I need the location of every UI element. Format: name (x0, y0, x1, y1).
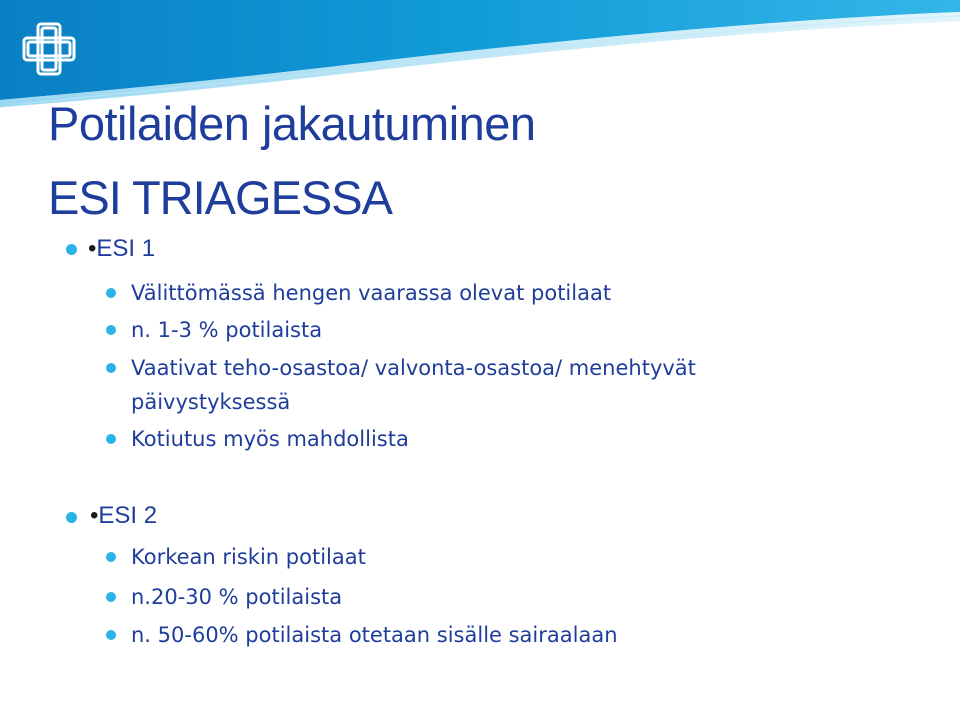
bullet-dot-icon (106, 325, 116, 335)
bullet-dot-icon (106, 434, 116, 444)
bullet-dot-icon (106, 288, 116, 298)
list-item-continuation: päivystyksessä (131, 390, 291, 414)
list-item: Välittömässä hengen vaarassa olevat potilaat (131, 281, 612, 305)
bullet-dot-icon (106, 592, 116, 602)
page-subtitle: ESI TRIAGESSA (48, 171, 392, 224)
list-item: Vaativat teho-osastoa/ valvonta-osastoa/ menehtyvät (131, 356, 696, 380)
list-item: Korkean riskin potilaat (131, 545, 366, 569)
esi1-label: •ESI 1 (88, 235, 156, 262)
bullet-dot-icon (106, 552, 116, 562)
header-wave-band (0, 0, 960, 110)
esi2-label: •ESI 2 (90, 502, 158, 529)
list-item: n. 50-60% potilaista otetaan sisälle sairaalaan (131, 623, 618, 647)
list-item: n.20-30 % potilaista (131, 585, 343, 609)
bullet-dot-icon (106, 363, 116, 373)
bullet-dot-icon (66, 244, 77, 255)
list-item: n. 1-3 % potilaista (131, 318, 323, 342)
bullet-dot-icon (66, 512, 77, 523)
cross-logo-icon (20, 20, 78, 78)
list-item: Kotiutus myös mahdollista (131, 427, 409, 451)
bullet-dot-icon (106, 630, 116, 640)
page-title: Potilaiden jakautuminen (48, 97, 536, 150)
